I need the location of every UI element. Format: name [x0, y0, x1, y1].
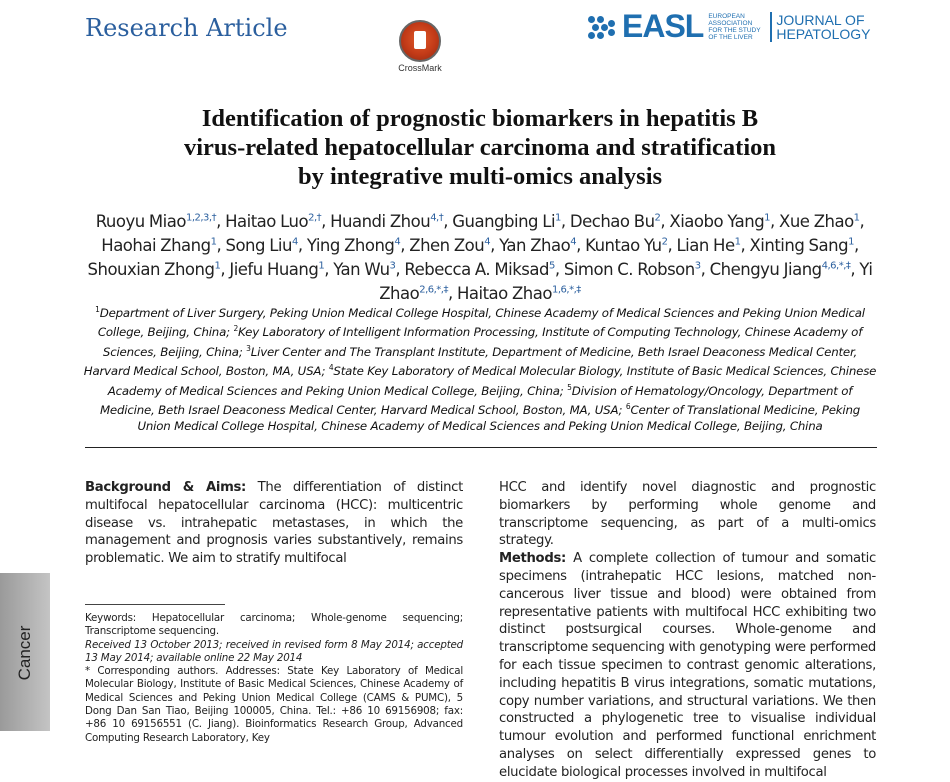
corresponding-authors: * Corresponding authors. Addresses: State Key Laboratory of Medical Molecular Biology, Institute of Basic Medical Sciences, Chinese Academy of Medical Sciences and Peking Union Medical College (CAMS & PUMC), 5 Dong Dan San Tiao, Beijing 100005, China. Tel.: +86 10 69156908; fax: +86 10 69156551 (C. Jiang). Bioinformatics Research Group, Advanced Computing Research Laboratory, Key — [85, 665, 463, 744]
author — [676, 236, 740, 255]
affiliation-text: State Key Laboratory of Medical Molecular Biology, Institute of Basic Medical Sciences, Chinese Academy of Medical Sciences and Peking Union Medical College, Beijing, China; — [107, 364, 877, 398]
footnotes — [85, 612, 463, 745]
author-name: Rebecca A. Miksad — [404, 259, 549, 279]
author-name: Guangbing Li — [452, 211, 556, 231]
author — [710, 260, 851, 279]
author-affiliation-marker: 1 — [318, 260, 325, 271]
author-affiliation-marker: 4,6,*,‡ — [821, 260, 851, 271]
easl-fullname: EUROPEAN ASSOCIATION FOR THE STUDY OF THE LIVER — [708, 12, 761, 41]
author — [564, 260, 701, 279]
author-affiliation-marker: 1 — [214, 260, 221, 271]
author — [779, 212, 860, 231]
author-affiliation-marker: 1 — [764, 212, 771, 223]
abstract-column-right — [499, 479, 876, 782]
methods-heading: Methods: — [499, 551, 566, 567]
author-name: Haitao Luo — [225, 211, 309, 231]
author-affiliation-marker: 1 — [853, 212, 860, 223]
author — [225, 236, 297, 255]
article-type-label: Research Article — [85, 14, 288, 42]
author-affiliation-marker: 4 — [484, 236, 491, 247]
author-name: Dechao Bu — [569, 211, 655, 231]
author-affiliation-marker: 5 — [548, 260, 555, 271]
author-name: Shouxian Zhong — [87, 259, 215, 279]
affiliations — [82, 302, 878, 434]
author-name: Haohai Zhang — [101, 235, 211, 255]
journal-name: JOURNAL OF HEPATOLOGY — [776, 11, 871, 42]
author-name: Jiefu Huang — [229, 259, 319, 279]
footnote-divider — [85, 604, 225, 605]
author-affiliation-marker: 1,6,*,‡ — [551, 284, 581, 295]
author-name: Xue Zhao — [779, 211, 854, 231]
header-divider — [85, 447, 877, 448]
affiliation-number: 2 — [233, 324, 239, 334]
section-label: Cancer — [15, 625, 34, 681]
article-dates: Received 13 October 2013; received in revised form 8 May 2014; accepted 13 May 2014; available online 22 May 2014 — [85, 638, 463, 664]
affiliation-text: Department of Liver Surgery, Peking Union Medical College Hospital, Chinese Academy of Medical Sciences and Peking Union Medical College, Beijing, China; — [97, 305, 865, 340]
crossmark-label: CrossMark — [398, 63, 442, 73]
author — [330, 212, 443, 231]
author-affiliation-marker: 1 — [555, 212, 561, 223]
author-affiliation-marker: 2,† — [308, 212, 322, 223]
journal-logo — [588, 8, 870, 45]
author-name: Song Liu — [225, 235, 292, 255]
affiliation-number: 3 — [246, 343, 251, 353]
author — [307, 236, 400, 255]
affiliation-number: 1 — [95, 305, 100, 314]
author — [570, 212, 661, 231]
author-affiliation-marker: 1 — [734, 236, 741, 247]
author-name: Xiaobo Yang — [669, 211, 765, 231]
author-affiliation-marker: 2,6,*,‡ — [419, 284, 448, 295]
methods-text: A complete collection of tumour and somatic specimens (intrahepatic HCC lesions, matched non-cancerous liver tissue and blood) were obtained from representative patients with multifocal HCC exhibiting two distinct postsurgical courses. Whole-genome and transcriptome sequencing with genotyping were performed for each tissue specimen to contrast genomic alterations, including hepatitis B virus integrations, somatic mutations, copy number variations, and structural variations. We then constructed a phylogenetic tree to visualise individual tumour evolution and performed functional enrichment analyses on select differentially expressed genes to elucidate biological processes involved in multifocal — [499, 551, 877, 780]
affiliation-text: Division of Hematology/Oncology, Department of Medicine, Beth Israel Deaconess Medical Center, Harvard Medical School, Boston, MA, USA; — [99, 383, 853, 418]
crossmark-icon — [399, 20, 441, 62]
keywords: Keywords: Hepatocellular carcinoma; Whole-genome sequencing; Transcriptome sequencing. — [85, 612, 463, 638]
author — [749, 236, 853, 255]
author-affiliation-marker: 4 — [394, 236, 401, 247]
author-name: Ying Zhong — [306, 235, 395, 255]
background-heading: Background & Aims: — [85, 480, 247, 495]
author-affiliation-marker: 1,2,3,† — [185, 212, 217, 223]
author-name: Chengyu Jiang — [709, 259, 822, 279]
author-name: Ruoyu Miao — [95, 211, 186, 231]
author — [333, 260, 395, 279]
author — [225, 212, 321, 231]
abstract-column-left — [85, 479, 463, 568]
author-name: Yan Zhao — [499, 235, 571, 255]
author — [101, 236, 216, 255]
author — [669, 212, 770, 231]
author-name: Haitao Zhao — [456, 283, 552, 303]
author-name: Kuntao Yu — [585, 235, 662, 255]
logo-divider — [770, 12, 772, 42]
author-name: Yi Zhao — [379, 259, 873, 303]
author-name: Xinting Sang — [749, 235, 849, 255]
affiliation-text: Center of Translational Medicine, Peking Union Medical College Hospital, Chinese Academy of Medical Sciences and Peking Union Medical College, Beijing, China — [137, 403, 861, 433]
author — [499, 236, 576, 255]
crossmark-badge[interactable] — [393, 20, 447, 73]
author-affiliation-marker: 4 — [291, 236, 298, 247]
affiliation-number: 6 — [625, 402, 631, 412]
easl-dots-icon — [588, 14, 620, 40]
background-text: The differentiation of distinct multifocal hepatocellular carcinoma (HCC): multicentric disease vs. intrahepatic metastases, in which the management and prognosis varies substantively, remains problematic. We aim to stratify multifocal — [85, 480, 463, 567]
affiliation-number: 4 — [328, 363, 334, 373]
author — [229, 260, 324, 279]
author-list: Ruoyu Miao$^{1,2,3,\dagger}$, Haitao Luo$^{2,\dagger}$, Huandi Zhou$^{4,\dagger}$, Guangbing Li$^1$, Dechao Bu$^2$, Xiaobo Yang$^1$, Xue Zhao$^1$, Haohai Zhang$^1$, Song Liu$^4$, Ying Zhong$^4$, Zhen Zou$^4$, Yan Zhao$^4$, Kuntao Yu$^2$, Lian He$^1$, Xinting Sang$^1$, Shouxian Zhong$^1$, Jiefu Huang$^1$, Yan Wu$^3$, Rebecca A. Miksad$^5$, Simon C. Robson$^3$, Chengyu Jiang$^{4,6,*,\ddagger}$, Yi Zhao$^{2,6,*,\ddagger}$, Haitao Zhao$^{1,6,*,\ddagger}$ — [87, 211, 873, 303]
author-affiliation-marker: 1 — [210, 236, 217, 247]
author-name: Zhen Zou — [409, 235, 485, 255]
author-name: Lian He — [676, 235, 735, 255]
author — [404, 260, 554, 279]
author-affiliation-marker: 3 — [389, 260, 396, 271]
affiliation-text: Key Laboratory of Intelligent Information Processing, Institute of Computing Technology, Chinese Academy of Sciences, Beijing, China; — [102, 325, 863, 359]
author-name: Huandi Zhou — [330, 211, 431, 231]
author-affiliation-marker: 3 — [694, 260, 701, 271]
author-name: Simon C. Robson — [563, 259, 695, 279]
affiliation-number: 5 — [567, 382, 572, 392]
author — [88, 260, 221, 279]
author — [457, 284, 581, 303]
article-title: Identification of prognostic biomarkers in hepatitis B virus-related hepatocellular carcinoma and stratification by integrative multi-omics analysis — [183, 105, 777, 190]
author-affiliation-marker: 4,† — [430, 212, 444, 223]
author-affiliation-marker: 2 — [654, 212, 661, 223]
author — [585, 236, 667, 255]
background-text-continued: HCC and identify novel diagnostic and prognostic biomarkers by performing whole genome and transcriptome sequencing, as part of a multi-omics strategy. — [499, 480, 876, 549]
author-affiliation-marker: 4 — [570, 236, 577, 247]
easl-wordmark: EASL — [622, 8, 704, 44]
section-side-tab — [0, 573, 50, 731]
affiliation-text: Liver Center and The Transplant Institute, Department of Medicine, Beth Israel Deaconess Medical Center, Harvard Medical School, Boston, MA, USA; — [83, 344, 858, 379]
author-affiliation-marker: 2 — [661, 236, 668, 247]
author — [409, 236, 490, 255]
author — [96, 212, 216, 231]
author-affiliation-marker: 1 — [848, 236, 854, 247]
author — [452, 212, 561, 231]
author-name: Yan Wu — [333, 259, 390, 279]
